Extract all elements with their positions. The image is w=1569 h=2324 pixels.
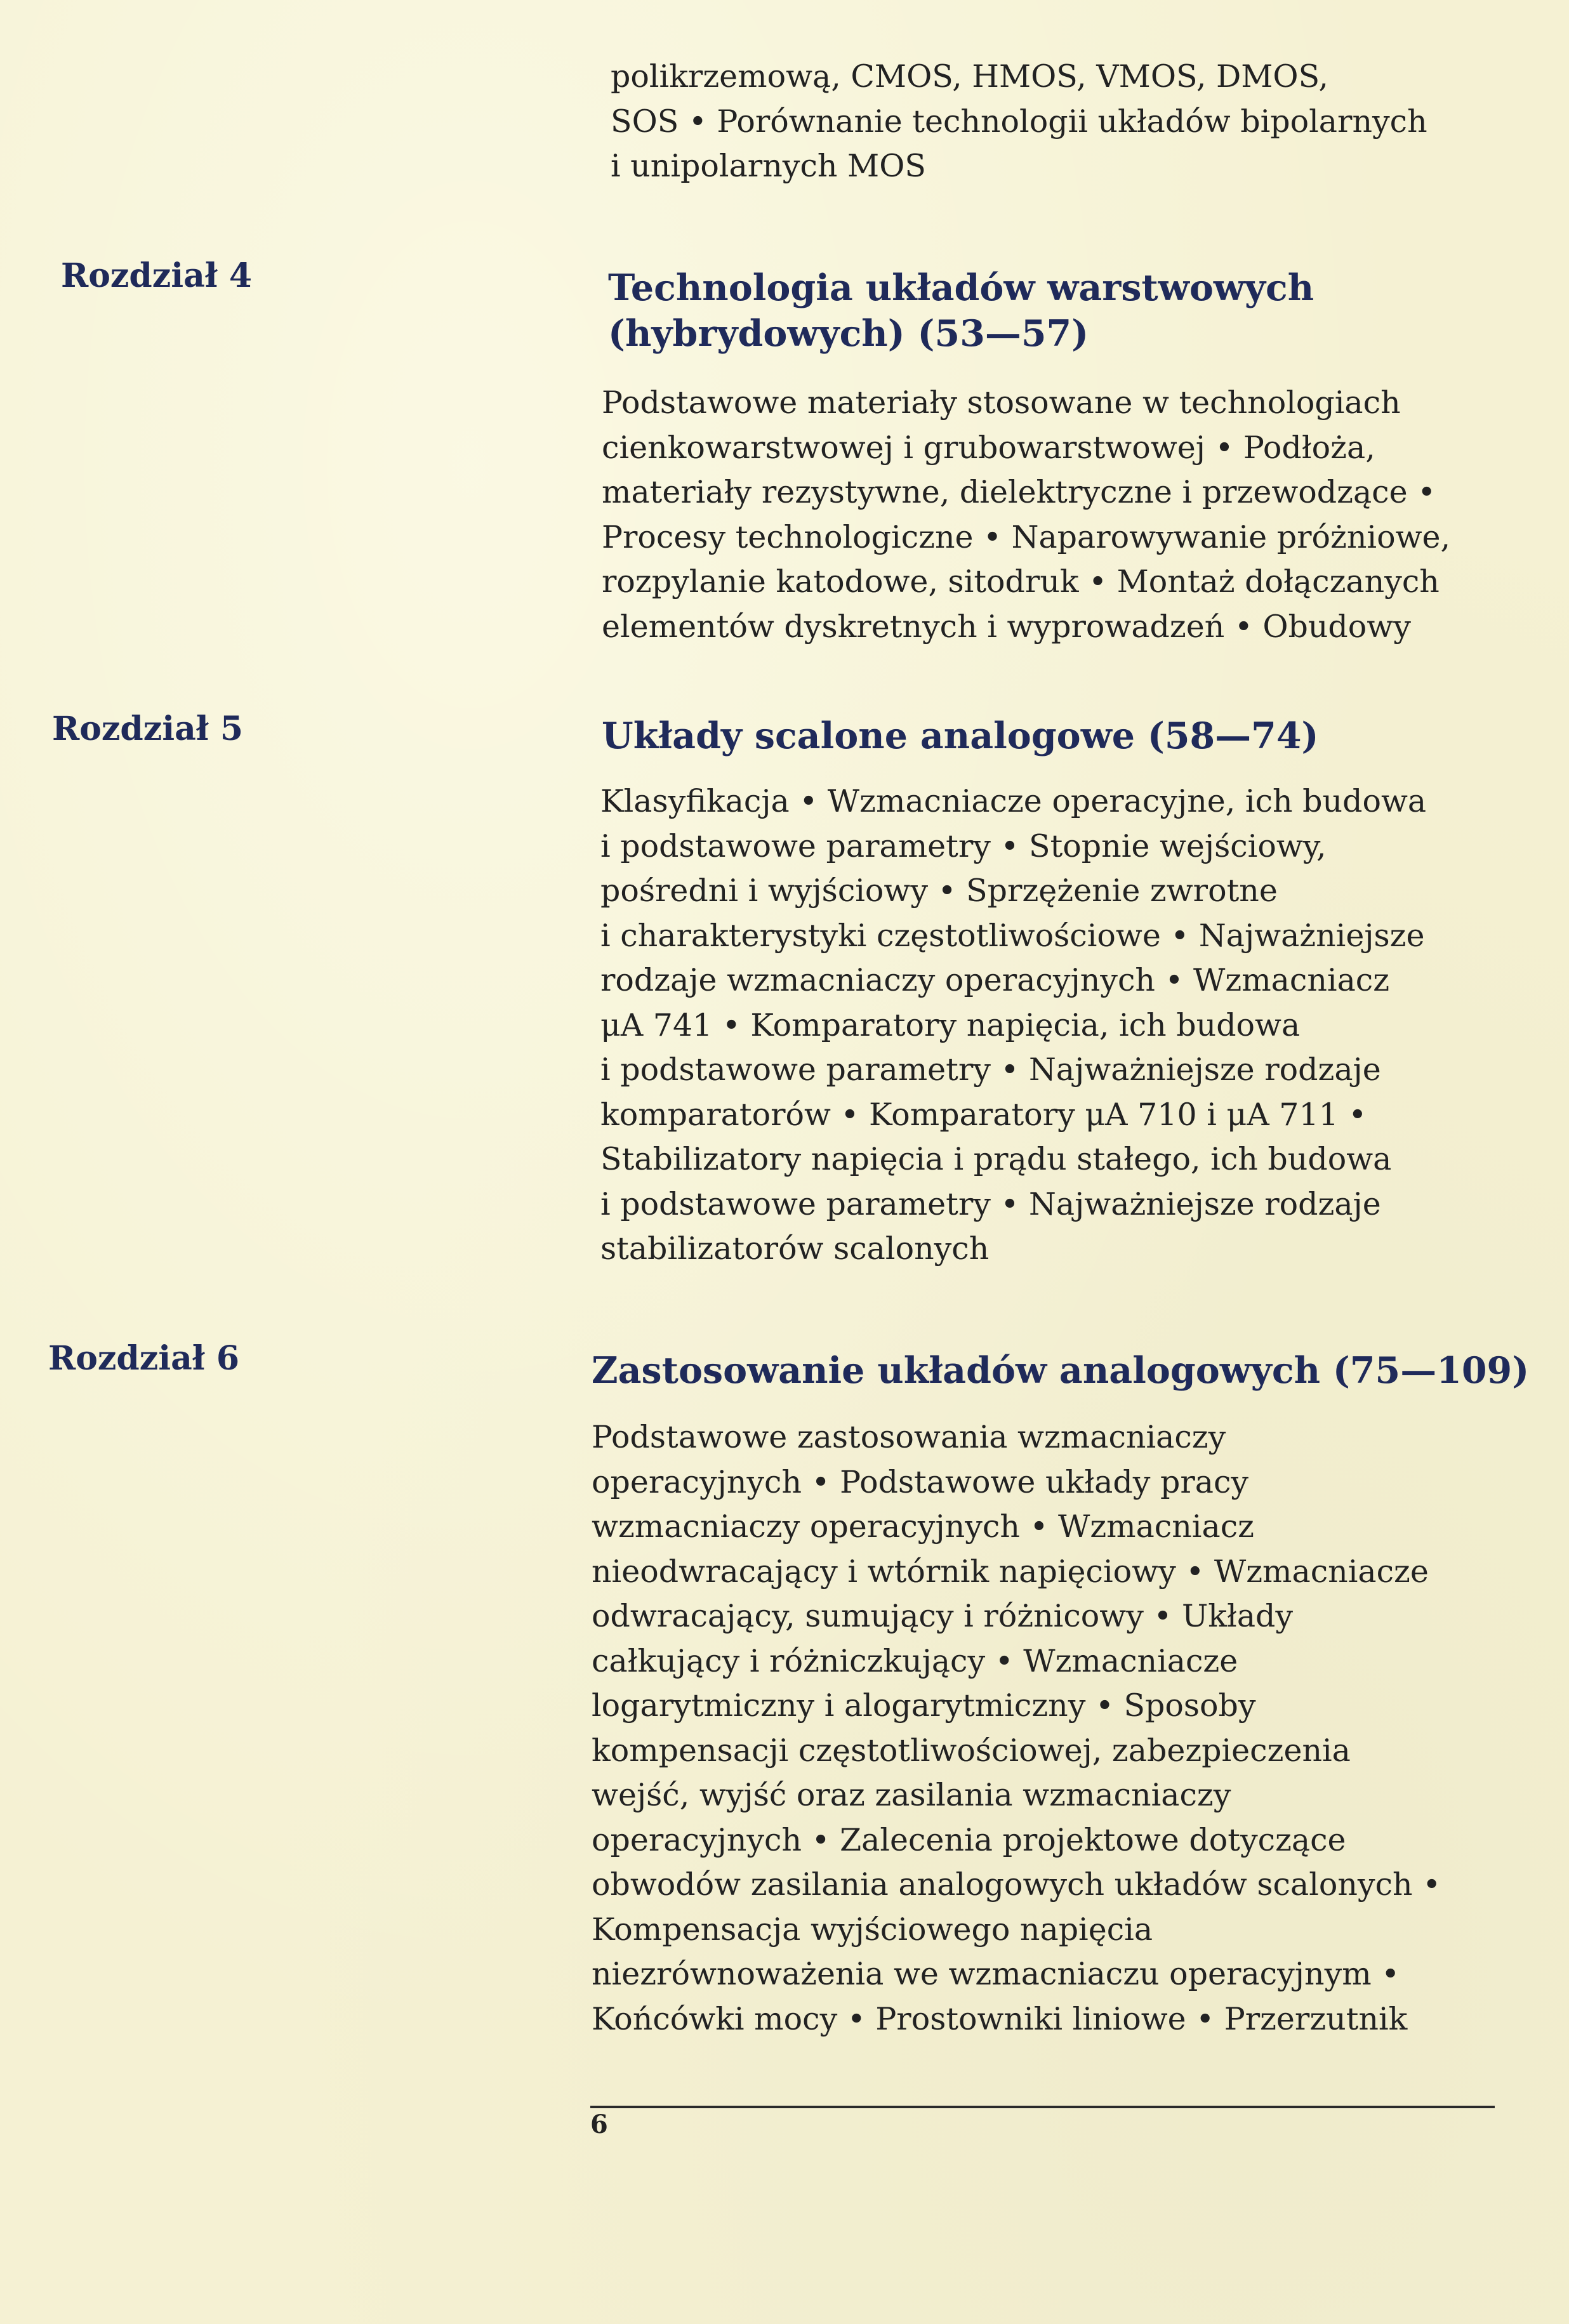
text-line: stabilizatorów scalonych <box>600 1231 990 1267</box>
text-line: i unipolarnych MOS <box>611 148 926 184</box>
text-line: Kompensacja wyjściowego napięcia <box>592 1911 1153 1948</box>
text-line: operacyjnych • Podstawowe układy pracy <box>592 1463 1249 1500</box>
text-line: rodzaje wzmacniaczy operacyjnych • Wzmacniacz <box>600 962 1390 998</box>
chapter-body-5 <box>600 779 1540 1272</box>
text-line: logarytmiczny i alogarytmiczny • Sposoby <box>592 1687 1256 1724</box>
text-line: i podstawowe parametry • Najważniejsze rodzaje <box>600 1185 1381 1222</box>
chapter-label-6: Rozdział 6 <box>48 1339 240 1378</box>
text-line: operacyjnych • Zalecenia projektowe dotyczące <box>592 1821 1346 1858</box>
text-line: Podstawowe materiały stosowane w technologiach <box>602 385 1401 421</box>
text-line: rozpylanie katodowe, sitodruk • Montaż dołączanych <box>602 564 1440 600</box>
title-line: Układy scalone analogowe (58—74) <box>602 715 1319 757</box>
title-line: Zastosowanie układów analogowych (75—109) <box>592 1349 1530 1392</box>
chapter-body-4 <box>602 381 1541 649</box>
chapter-title-4 <box>608 265 1547 357</box>
text-line: i podstawowe parametry • Stopnie wejściowy, <box>600 828 1327 864</box>
text-line: Stabilizatory napięcia i prądu stałego, ich budowa <box>600 1141 1392 1177</box>
text-line: kompensacji częstotliwościowej, zabezpieczenia <box>592 1732 1351 1769</box>
text-line: odwracający, sumujący i różnicowy • Układy <box>592 1598 1294 1634</box>
text-line: polikrzemową, CMOS, HMOS, VMOS, DMOS, <box>611 58 1328 95</box>
text-line: i charakterystyki częstotliwościowe • Najważniejsze <box>600 917 1425 954</box>
text-line: obwodów zasilania analogowych układów scalonych • <box>592 1866 1441 1903</box>
continuation-text <box>611 55 1550 189</box>
text-line: wejść, wyjść oraz zasilania wzmacniaczy <box>592 1777 1231 1813</box>
text-line: Podstawowe zastosowania wzmacniaczy <box>592 1419 1226 1455</box>
text-line: materiały rezystywne, dielektryczne i przewodzące • <box>602 474 1436 510</box>
text-line: Procesy technologiczne • Naparowywanie próżniowe, <box>602 518 1451 555</box>
text-line: wzmacniaczy operacyjnych • Wzmacniacz <box>592 1509 1254 1545</box>
text-line: elementów dyskretnych i wyprowadzeń • Obudowy <box>602 608 1411 645</box>
title-line: Technologia układów warstwowych <box>608 267 1314 309</box>
chapter-title-5 <box>602 713 1541 759</box>
text-line: niezrównoważenia we wzmacniaczu operacyjnym • <box>592 1956 1400 1992</box>
title-line: (hybrydowych) (53—57) <box>608 312 1089 355</box>
text-line: μA 741 • Komparatory napięcia, ich budowa <box>600 1007 1301 1043</box>
text-line: cienkowarstwowej i grubowarstwowej • Podłoża, <box>602 429 1375 466</box>
chapter-label-4: Rozdział 4 <box>61 256 253 295</box>
text-line: pośredni i wyjściowy • Sprzężenie zwrotne <box>600 873 1278 909</box>
footer-rule <box>590 2106 1495 2108</box>
text-line: nieodwracający i wtórnik napięciowy • Wzmacniacze <box>592 1553 1429 1590</box>
text-line: komparatorów • Komparatory μA 710 i μA 711 • <box>600 1096 1367 1133</box>
chapter-title-6 <box>592 1348 1531 1394</box>
page-number: 6 <box>590 2109 608 2139</box>
text-line: całkujący i różniczkujący • Wzmacniacze <box>592 1642 1238 1679</box>
chapter-label-5: Rozdział 5 <box>52 710 244 748</box>
text-line: SOS • Porównanie technologii układów bipolarnych <box>611 103 1427 140</box>
chapter-body-6 <box>592 1415 1531 2042</box>
text-line: Klasyfikacja • Wzmacniacze operacyjne, ich budowa <box>600 783 1427 819</box>
text-line: Końcówki mocy • Prostowniki liniowe • Przerzutnik <box>592 2000 1408 2037</box>
text-line: i podstawowe parametry • Najważniejsze rodzaje <box>600 1052 1381 1088</box>
